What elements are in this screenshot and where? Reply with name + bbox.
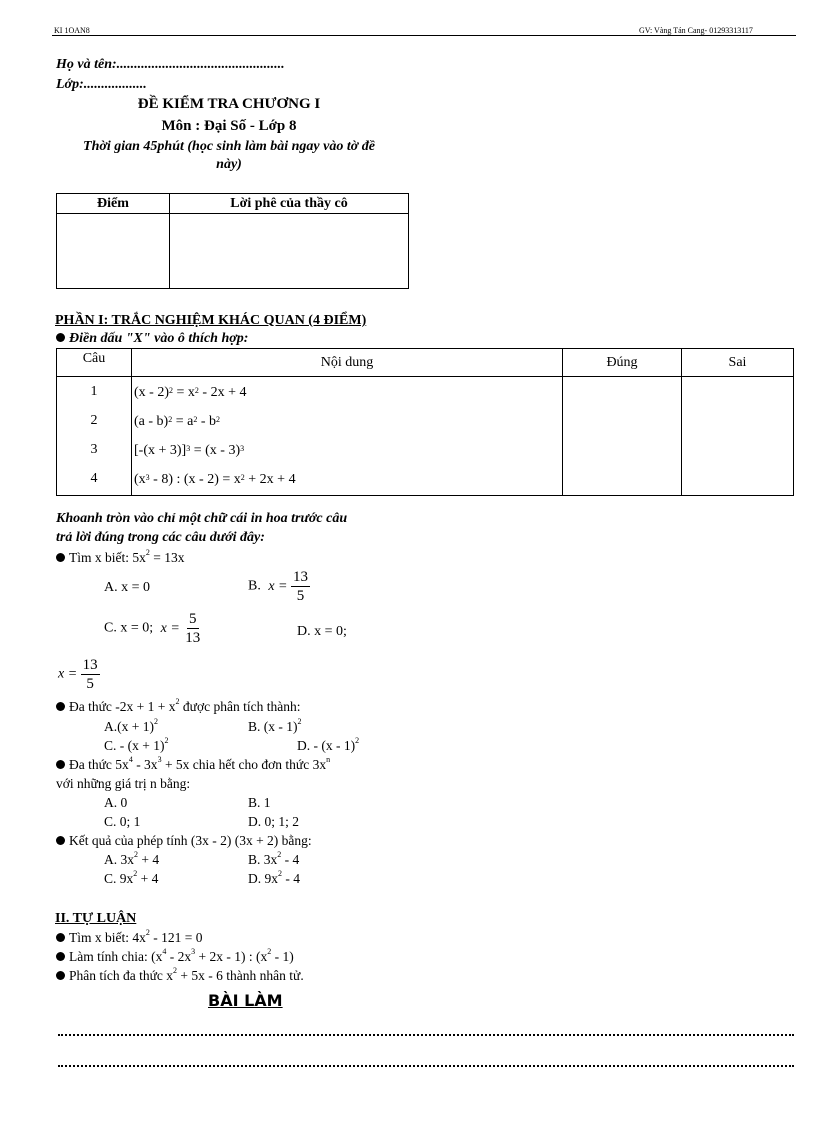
row-num: 1 (90, 384, 98, 399)
bullet-icon (56, 760, 65, 769)
part1-instruction-line (56, 331, 248, 347)
part1-title: PHẦN I: TRẮC NGHIỆM KHÁC QUAN (4 ĐIỂM) (55, 313, 367, 328)
row-num: 4 (90, 471, 98, 486)
mc-q4-option-d[interactable]: D. $9x^2 - 4$ (248, 869, 300, 886)
part2-q2: Làm tính chia: $(x^4 - 2x^3 + 2x - 1)$ : $(x^2 - 1)$ (56, 949, 294, 965)
comment-cell[interactable] (170, 214, 409, 289)
student-class-line (56, 77, 147, 93)
header-right: GV: Vàng Tán Cang- 01293313117 (639, 26, 753, 35)
mc-q4-option-b[interactable]: B. $3x^2 - 4$ (248, 850, 300, 867)
true-cell[interactable] (563, 377, 682, 496)
mc-q1-option-d-cont: x = $\frac{13}{5}$ (58, 657, 98, 692)
row-nums (57, 377, 132, 496)
col-header-true: Đúng (563, 349, 682, 377)
mc-q1-option-a[interactable]: A. x = 0 (104, 580, 151, 595)
fraction: $\frac{5}{13}$ (185, 611, 201, 646)
mc-q2-option-a[interactable]: $A.(x + 1)^2$ (104, 717, 158, 734)
score-table (56, 193, 409, 289)
answer-heading: BÀI LÀM (208, 991, 283, 1010)
bullet-icon (56, 971, 65, 980)
mc-q4-option-c[interactable]: C. $9x^2 + 4$ (104, 869, 159, 886)
part2-q1: Tìm x biết: $4x^2 - 121 = 0$ (56, 930, 202, 946)
statement-1: $(x - 2)^2 = x^2 - 2x + 4$ (134, 385, 247, 400)
exam-subject: Môn : Đại Số - Lớp 8 (161, 118, 297, 134)
student-name-dots[interactable]: ................................................ (116, 57, 285, 72)
truefalse-table (56, 348, 794, 496)
mc-q2-stem: Đa thức $-2x + 1 + x^2$ được phân tích thành: (56, 699, 300, 715)
bullet-icon (56, 553, 65, 562)
answer-line[interactable] (58, 1065, 794, 1067)
bullet-icon (56, 333, 65, 342)
mc-q1-option-b[interactable]: B. x = $\frac{13}{5}$ (248, 569, 309, 604)
student-name-line (56, 57, 285, 73)
mc-q3-stem-line2: với những giá trị n bằng: (56, 776, 191, 791)
row-num: 2 (90, 413, 98, 428)
header-rule (52, 35, 796, 36)
mc-q3-option-c[interactable]: C. 0; 1 (104, 814, 141, 829)
mc-q1-option-d[interactable]: D. x = 0; (297, 624, 347, 639)
mc-q4-option-a[interactable]: A. $3x^2 + 4$ (104, 850, 160, 867)
student-class-dots[interactable]: .................. (83, 77, 147, 92)
part1-instruction: Điền dấu "X" vào ô thích hợp: (69, 331, 249, 346)
mc-q2-option-d[interactable]: D. - (x - 1)$^2$ (297, 736, 360, 753)
statement-4: $(x^3 - 8)$ : $(x - 2) = x^2 + 2x + 4$ (134, 472, 296, 487)
exam-time-line2: này) (216, 157, 242, 172)
mc-q2-option-b[interactable]: B. (x - 1)$^2$ (248, 717, 302, 734)
mc-q4-stem: Kết quả của phép tính (3x - 2) (3x + 2) bằng: (56, 833, 312, 849)
exam-title: ĐỀ KIỂM TRA CHƯƠNG I (137, 96, 321, 112)
mc-q3-option-a[interactable]: A. 0 (104, 795, 128, 810)
exam-time-line1: Thời gian 45phút (học sinh làm bài ngay vào tờ đề (83, 139, 375, 154)
part2-title: II. TỰ LUẬN (55, 911, 137, 926)
mc-q1-stem: Tìm x biết: $5x^2 = 13x$ (56, 550, 185, 566)
col-header-content: Nội dung (132, 349, 563, 377)
mc-q3-option-d[interactable]: D. 0; 1; 2 (248, 814, 300, 829)
mc-q3-stem: Đa thức $5x^4 - 3x^3 + 5x$ chia hết cho đơn thức $3x^n$ (56, 757, 330, 773)
mc-q1-option-c[interactable]: C. x = 0; x = $\frac{5}{13}$ (104, 611, 201, 646)
mc-intro-line2: trả lời đúng trong các câu dưới đây: (56, 530, 265, 545)
mc-intro-line1: Khoanh tròn vào chỉ một chữ cái in hoa trước câu (56, 511, 348, 526)
student-class-label: Lớp: (56, 77, 84, 92)
fraction: $\frac{13}{5}$ (293, 569, 309, 604)
false-cell[interactable] (682, 377, 794, 496)
col-header-false: Sai (682, 349, 794, 377)
comment-col-header: Lời phê của thầy cô (170, 194, 409, 214)
bullet-icon (56, 836, 65, 845)
score-cell[interactable] (57, 214, 170, 289)
fraction: $\frac{13}{5}$ (82, 657, 98, 692)
mc-q3-option-b[interactable]: B. 1 (248, 795, 271, 810)
student-name-label: Họ và tên: (56, 57, 117, 72)
bullet-icon (56, 702, 65, 711)
statement-2: $(a - b)^2 = a^2 - b^2$ (134, 414, 220, 429)
answer-line[interactable] (58, 1034, 794, 1036)
row-num: 3 (90, 442, 98, 457)
score-col-header: Điểm (57, 194, 170, 214)
bullet-icon (56, 933, 65, 942)
statement-3: $[-(x + 3)]^3 = (x - 3)^3$ (134, 443, 245, 458)
row-contents (132, 377, 563, 496)
col-header-num: Câu (57, 349, 132, 377)
mc-q2-option-c[interactable]: C. - $(x + 1)^2$ (104, 736, 169, 753)
bullet-icon (56, 952, 65, 961)
header-left: KI 1OAN8 (54, 26, 90, 35)
part2-q3: Phân tích đa thức $x^2 + 5x - 6$ thành nhân tử. (56, 968, 304, 984)
